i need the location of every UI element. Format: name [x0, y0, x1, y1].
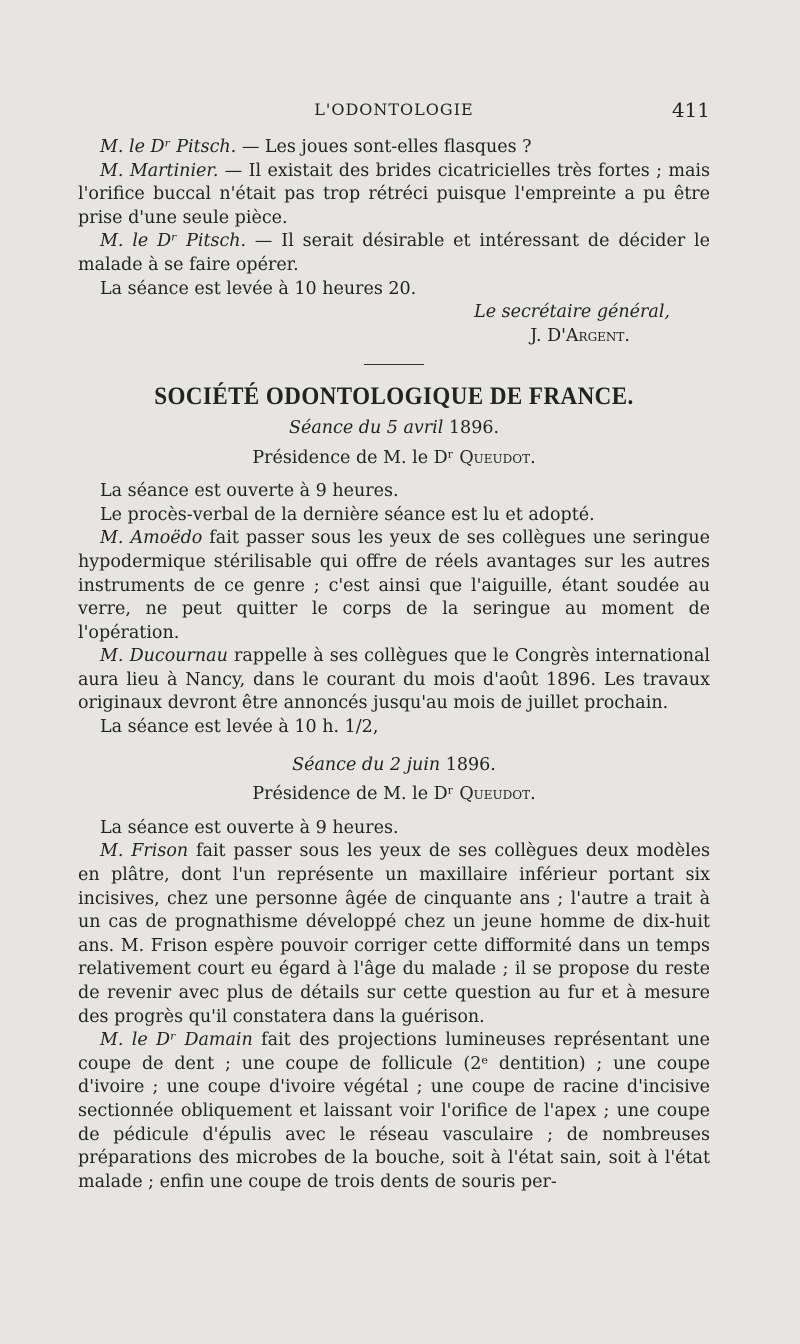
paragraph — [78, 527, 710, 645]
paragraph-text: fait passer sous les yeux de ses collègues une seringue hypodermique stérilisable qui offre de réels avantages sur les autres instruments de ce genre ; c'est ainsi que l'aiguille, étant soudée au verre, ne peut quitter le corps de la seringue au moment de l'opération. — [78, 528, 710, 643]
paragraph — [78, 645, 710, 716]
paragraph — [78, 840, 710, 1029]
paragraph: La séance est ouverte à 9 heures. — [100, 817, 399, 838]
paragraph: La séance est ouverte à 9 heures. — [100, 481, 399, 502]
signature-name-text: J. D'Argent. — [530, 325, 630, 346]
speaker-name: M. Martinier. — [100, 160, 219, 181]
running-head — [78, 100, 710, 130]
page-number: 411 — [671, 98, 710, 122]
speaker-name: M. le Dʳ Pitsch. — [100, 137, 237, 157]
speaker-name: M. Ducournau — [100, 646, 228, 667]
section-title: SOCIÉTÉ ODONTOLOGIQUE DE FRANCE. — [154, 383, 634, 411]
paragraph — [78, 1029, 710, 1194]
paragraph-text: — Il existait des brides cicatricielles très fortes ; mais l'orifice buccal n'était pas trop rétréci puisque l'empreinte a pu être prise d'une seule pièce. — [78, 160, 710, 228]
seance-date-year: 1896. — [440, 754, 496, 775]
paragraph-text: fait passer sous les yeux de ses collègues deux modèles en plâtre, dont l'un représente un maxillaire inférieur portant six incisives, chez une personne âgée de cinquante ans ; l'autre a trait à un cas de prognathisme développé chez un jeune homme de dix-huit ans. M. Frison espère pouvoir corriger cette difformité dans un temps relativement court eu égard à l'âge du malade ; il se propose du reste de revenir avec plus de détails sur cette question au fur et à mesure des progrès qu'il constatera dans la guérison. — [78, 841, 711, 1027]
president-name: Queudot. — [459, 447, 536, 468]
presidence-prefix: Présidence de M. le Dʳ — [252, 784, 460, 805]
speaker-name: M. Frison — [100, 841, 189, 862]
paragraph — [78, 136, 710, 160]
speaker-name: M. le Dʳ Pitsch. — [100, 231, 247, 252]
seance-date — [78, 754, 710, 778]
spacer — [78, 740, 710, 754]
presidence-prefix: Présidence de M. le Dʳ — [252, 447, 460, 468]
presidence-line — [78, 783, 710, 807]
signature-name — [78, 325, 710, 349]
paragraph — [78, 230, 710, 277]
paragraph: La séance est levée à 10 heures 20. — [100, 278, 417, 299]
paragraph-text: rappelle à ses collègues que le Congrès international aura lieu à Nancy, dans le courant du mois d'août 1896. Les travaux originaux devront être annoncés jusqu'au mois de juillet prochain. — [78, 646, 711, 714]
paragraph-text: — Il serait désirable et intéressant de décider le malade à se faire opérer. — [78, 231, 711, 275]
signature-title: Le secrétaire général, — [474, 302, 670, 323]
section-divider — [364, 364, 424, 365]
president-name: Queudot. — [459, 784, 536, 805]
paragraph: La séance est levée à 10 h. 1/2, — [100, 717, 379, 738]
paragraph — [78, 160, 710, 231]
seance-date-year: 1896. — [443, 417, 500, 438]
paragraph: Le procès-verbal de la dernière séance est lu et adopté. — [100, 504, 595, 525]
seance-date — [78, 417, 710, 441]
running-title: L'ODONTOLOGIE — [314, 100, 474, 119]
seance-date-label: Séance du 2 juin — [292, 754, 441, 775]
speaker-name: M. Amoëdo — [100, 528, 203, 549]
paragraph-text: — Les joues sont-elles flasques ? — [236, 137, 532, 157]
presidence-line — [78, 447, 710, 471]
seance-date-label: Séance du 5 avril — [288, 417, 444, 438]
speaker-name: M. le Dʳ Damain — [100, 1030, 253, 1051]
body-text — [78, 136, 710, 1194]
paragraph-text: fait des projections lumineuses représentant une coupe de dent ; une coupe de follicule (2ᵉ dentition) ; une coupe d'ivoire ; une coupe d'ivoire végétal ; une coupe de racine d'incisive sectionnée obliquement et laissant voir l'orifice de l'apex ; une coupe de pédicule d'épulis avec le réseau vasculaire ; de nombreuses préparations des microbes de la bouche, soit à l'état sain, soit à l'état malade ; enfin une coupe de trois dents de souris per- — [78, 1030, 710, 1192]
